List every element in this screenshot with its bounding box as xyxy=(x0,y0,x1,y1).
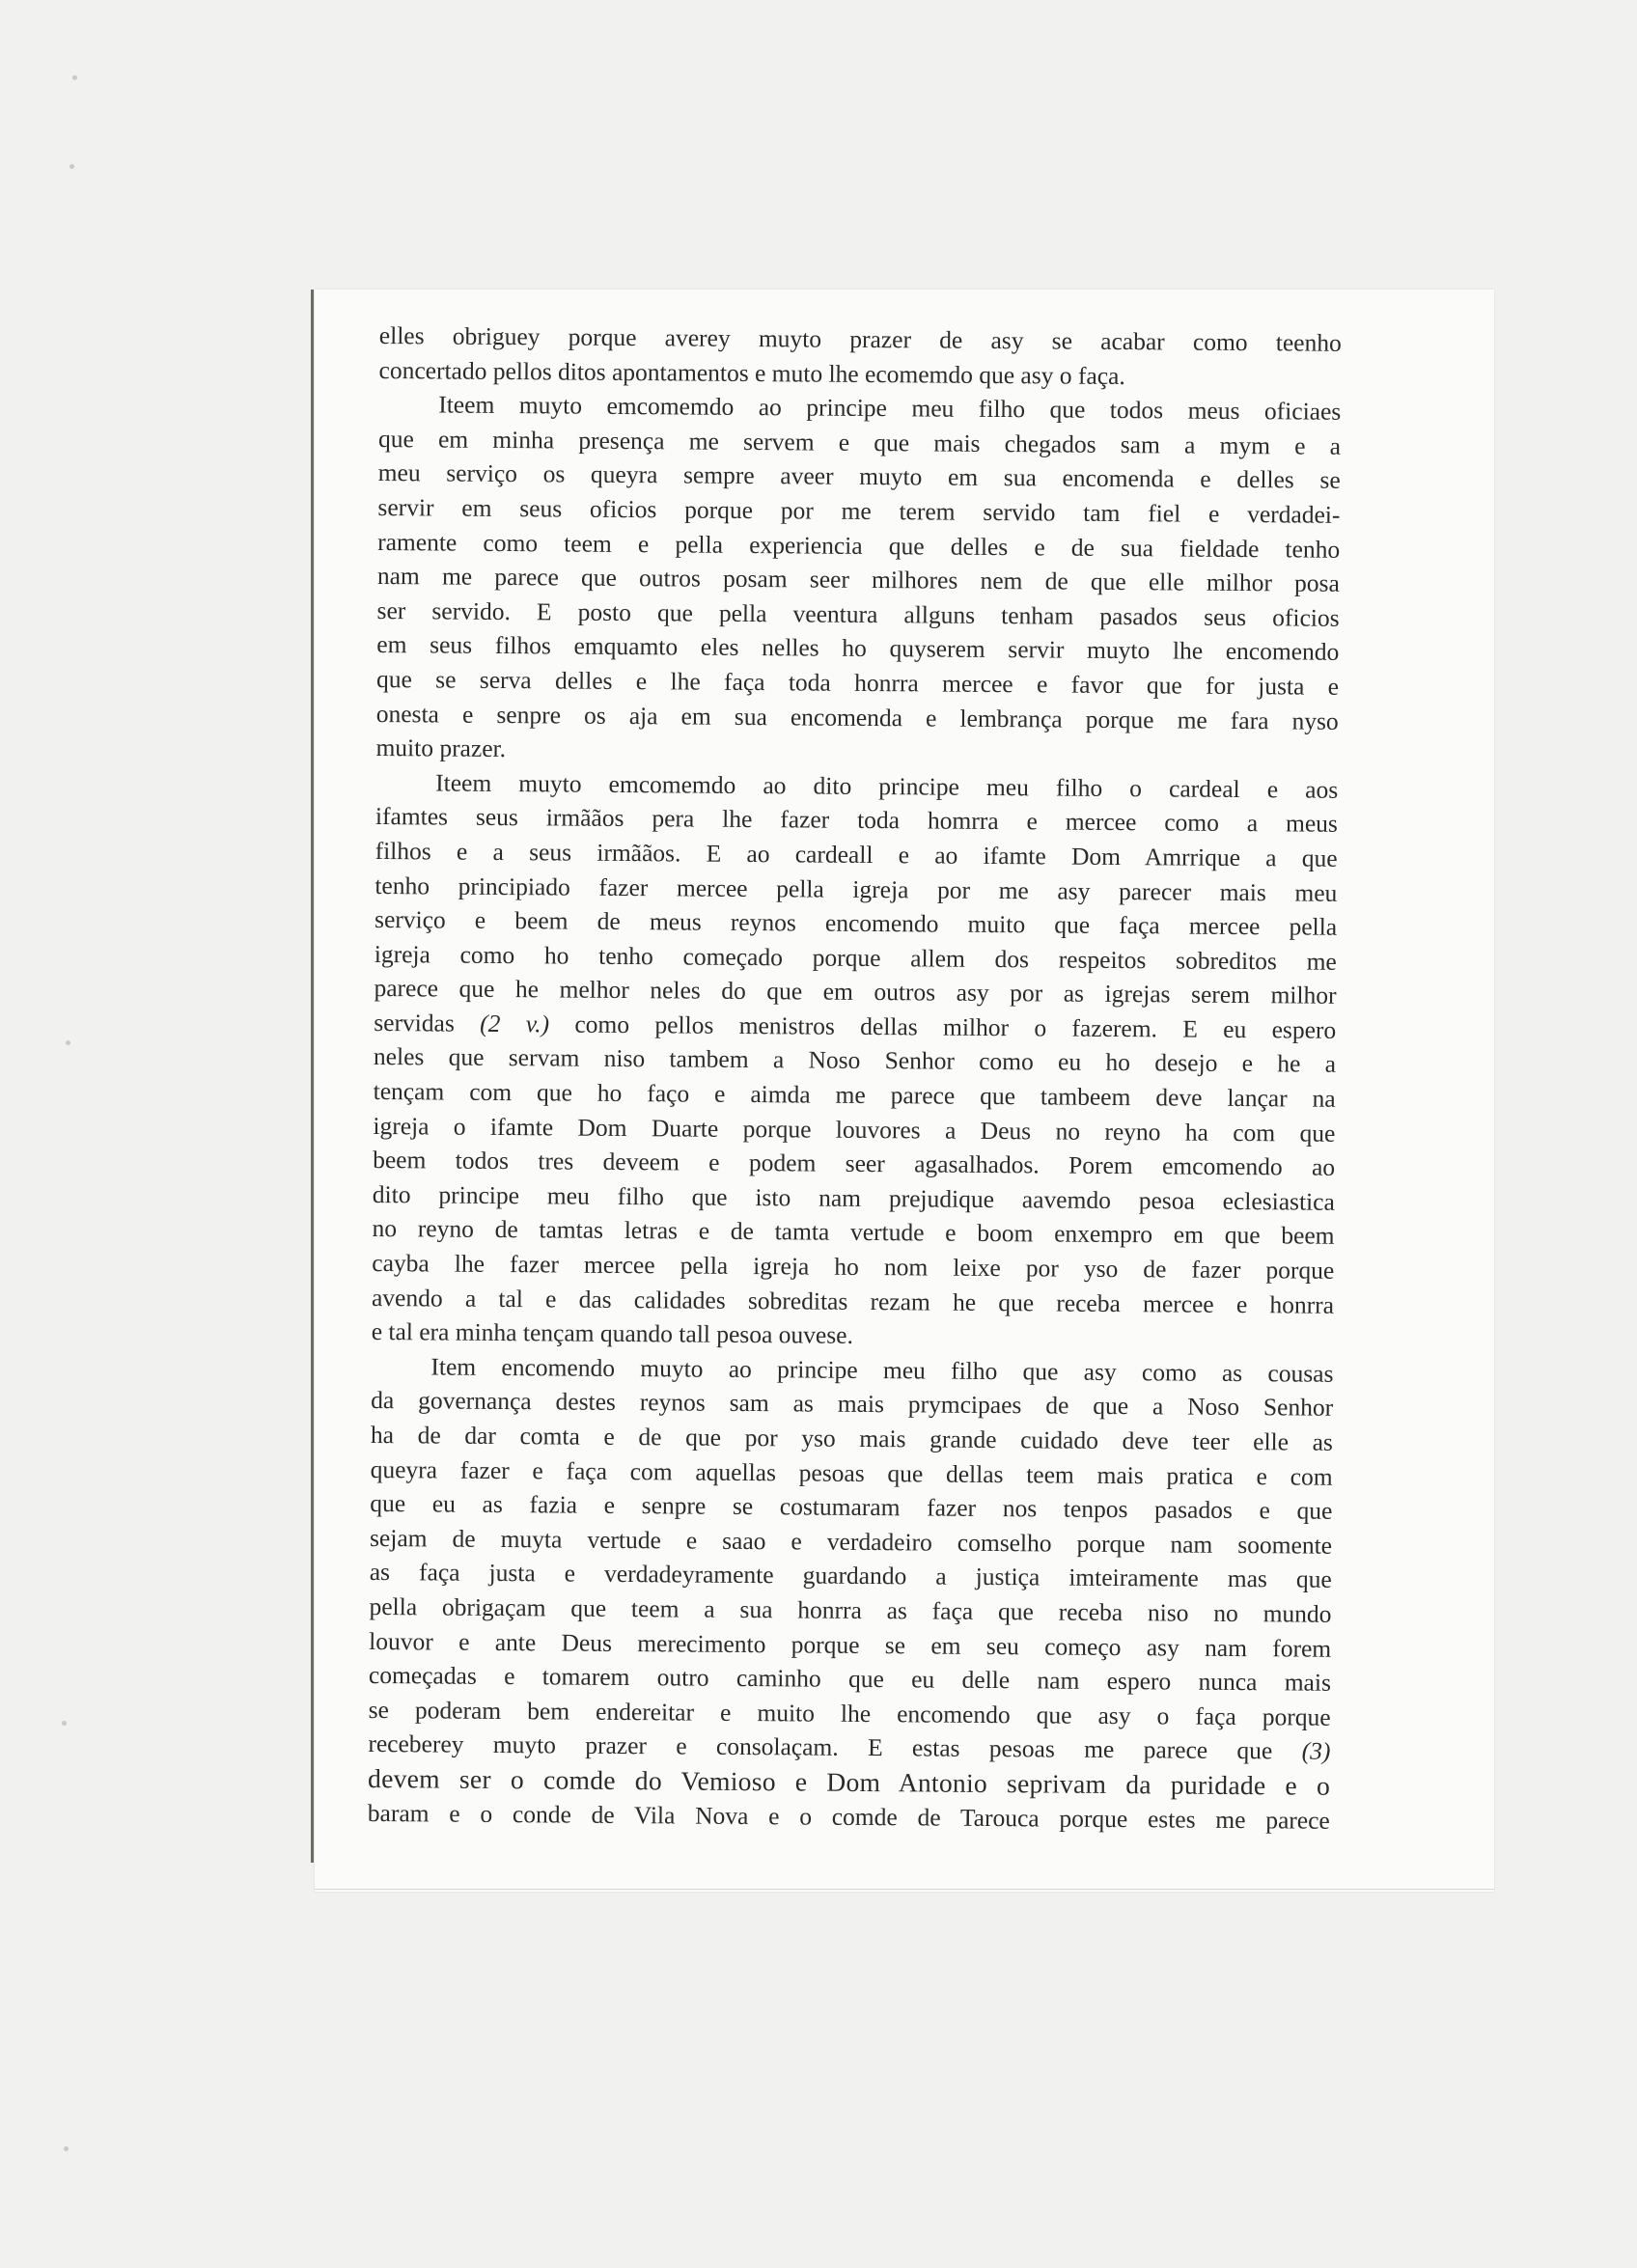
paragraph-start: Iteem muyto emcomemdo ao dito principe meu filho o cardeal e aos xyxy=(435,768,1339,804)
text-line: dito principe meu filho que isto nam prejudique aavemdo pesoa eclesiastica xyxy=(372,1179,1335,1216)
text-line: igreja o ifamte Dom Duarte porque louvores a Deus no reyno ha com que xyxy=(373,1111,1336,1148)
text-line: neles que servam niso tambem a Noso Senhor como eu ho desejo e he a xyxy=(373,1042,1337,1079)
text-line: devem ser o comde do Vemioso e Dom Antonio seprivam da puridade e o xyxy=(367,1762,1331,1801)
text-line: no reyno de tamtas letras e de tamta vertude e boom enxempro em que beem xyxy=(372,1214,1335,1251)
folio-reference: (3) xyxy=(1301,1736,1331,1766)
text-line: nam me parece que outros posam seer milhores nem de que elle milhor posa xyxy=(376,562,1340,597)
text-line: elles obriguey porque averey muyto prazer de asy se acabar como teenho xyxy=(378,320,1342,357)
text-line: pella obrigaçam que teem a sua honrra as faça que receba niso no mundo xyxy=(369,1591,1332,1628)
text-line: onesta e senpre os aja em sua encomenda e lembrança porque me fara nyso xyxy=(375,699,1339,735)
text-line: começadas e tomarem outro caminho que eu delle nam espero nunca mais xyxy=(368,1661,1332,1697)
text-line: que se serva delles e lhe faça toda honrra mercee e favor que for justa e xyxy=(375,664,1340,701)
text-line: ifamtes seus irmããos pera lhe fazer toda homrra e mercee como a meus xyxy=(375,802,1339,839)
text-line: que em minha presença me servem e que mais chegados sam a mym e a xyxy=(377,424,1342,460)
scan-speck xyxy=(69,164,74,169)
text-line: avendo a tal e das calidades sobreditas rezam he que receba mercee e honrra xyxy=(371,1283,1335,1319)
text-line: ha de dar comta e de que por yso mais grande cuidado deve teer elle as xyxy=(370,1420,1334,1456)
scan-speck xyxy=(64,2146,69,2151)
text-line: cayba lhe fazer mercee pella igreja ho nom leixe por yso de fazer porque xyxy=(372,1249,1335,1285)
text-line: queyra fazer e faça com aquellas pesoas que dellas teem mais pratica e com xyxy=(370,1454,1333,1491)
text-fragment: como pellos menistros dellas milhor o fazerem. E eu espero xyxy=(574,1010,1337,1044)
scan-speck xyxy=(66,1040,70,1045)
text-line: da governança destes reynos sam as mais prymcipaes de que a Noso Senhor xyxy=(371,1386,1334,1423)
paragraph-start: Item encomendo muyto ao principe meu filho que asy como as cousas xyxy=(430,1352,1334,1388)
text-line: tenho principiado fazer mercee pella igreja por me asy parecer mais meu xyxy=(375,871,1338,907)
paragraph-start: Iteem muyto emcomemdo ao principe meu filho que todos meus oficiaes xyxy=(438,390,1342,427)
text-line: parece que he melhor neles do que em outros asy por as igrejas serem milhor xyxy=(374,974,1337,1010)
text-line: sejam de muyta vertude e saao e verdadeiro comselho porque nam soomente xyxy=(369,1523,1333,1560)
text-fragment: receberey muyto prazer e consolaçam. E estas pesoas me parece que xyxy=(368,1729,1273,1765)
text-line: serviço e beem de meus reynos encomendo muito que faça mercee pella xyxy=(374,905,1338,941)
scan-speck xyxy=(72,75,77,80)
text-line: ser servido. E posto que pella veentura allguns tenham pasados seus oficios xyxy=(376,595,1340,632)
document-body xyxy=(368,318,1342,1838)
text-line: beem todos tres deveem e podem seer agasalhados. Porem emcomendo ao xyxy=(373,1146,1336,1182)
text-line: ramente como teem e pella experiencia que delles e de sua fieldade tenho xyxy=(377,527,1341,564)
text-line: igreja como ho tenho começado porque allem dos respeitos sobreditos me xyxy=(374,939,1337,976)
text-line: e tal era minha tençam quando tall pesoa ouvese. xyxy=(371,1317,854,1350)
text-line: tençam com que ho faço e aimda me parece que tambeem deve lançar na xyxy=(373,1077,1336,1113)
text-line: louvor e ante Deus merecimento porque se em seu começo asy nam forem xyxy=(369,1626,1332,1663)
page-bottom-edge xyxy=(315,1889,1494,1890)
text-line: se poderam bem endereitar e muito lhe encomendo que asy o faça porque xyxy=(368,1695,1331,1731)
text-line: meu serviço os queyra sempre aveer muyto em sua encomenda e delles se xyxy=(377,458,1341,495)
text-line: baram e o conde de Vila Nova e o comde de Tarouca porque estes me parece xyxy=(367,1798,1330,1835)
scan-speck xyxy=(62,1721,67,1726)
text-line: em seus filhos emquamto eles nelles ho quyserem servir muyto lhe encomendo xyxy=(376,630,1340,667)
text-line: as faça justa e verdadeyramente guardando a justiça imteiramente mas que xyxy=(369,1558,1332,1594)
text-line: filhos e a seus irmããos. E ao cardeall e ao ifamte Dom Amrrique a que xyxy=(375,836,1338,872)
text-line: muito prazer. xyxy=(375,733,507,763)
text-fragment: servidas xyxy=(374,1008,455,1037)
page-edge-shadow xyxy=(311,290,314,1863)
text-line: servir em seus oficios porque por me terem servido tam fiel e verdadei- xyxy=(377,492,1341,529)
folio-reference: (2 v.) xyxy=(480,1009,550,1038)
text-line: concertado pellos ditos apontamentos e muto lhe ecomemdo que asy o faça. xyxy=(378,355,1125,390)
text-line: que eu as fazia e senpre se costumaram fazer nos tenpos pasados e que xyxy=(370,1489,1333,1525)
